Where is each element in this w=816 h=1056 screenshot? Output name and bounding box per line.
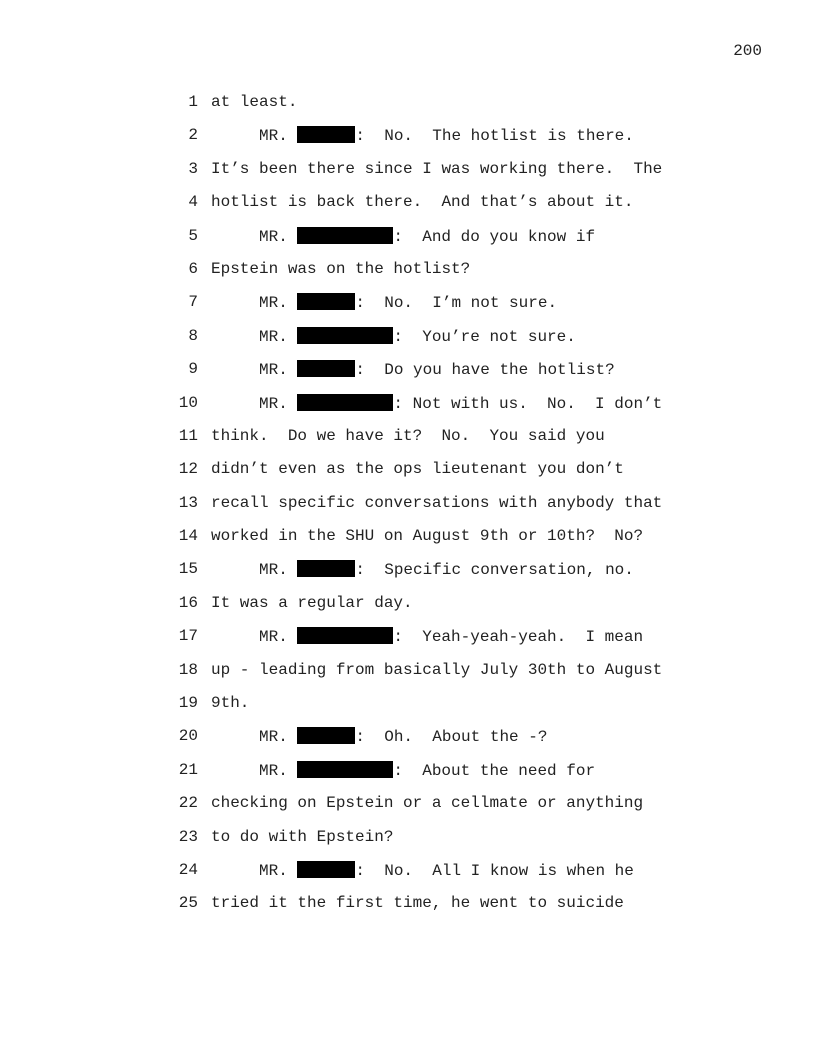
- line-text-segment: MR.: [211, 294, 298, 313]
- line-number: 12: [178, 460, 198, 479]
- line-number: 24: [178, 860, 198, 879]
- redaction-box: [297, 327, 393, 344]
- line-text: [211, 126, 634, 145]
- transcript-line: [0, 627, 816, 660]
- line-text-segment: : Do you have the hotlist?: [355, 361, 615, 380]
- transcript-line: [0, 594, 816, 627]
- line-text: [211, 394, 662, 413]
- page-number: 200: [733, 42, 762, 60]
- line-number: 20: [178, 727, 198, 746]
- redaction-box: [297, 360, 355, 377]
- line-text: [211, 193, 633, 211]
- line-text-segment: : No. The hotlist is there.: [355, 127, 634, 146]
- transcript-line: [0, 861, 816, 894]
- line-text-segment: : You’re not sure.: [393, 327, 576, 346]
- line-number: 18: [178, 660, 198, 679]
- line-number: 2: [188, 126, 198, 145]
- line-number: 19: [178, 694, 198, 713]
- transcript-line: [0, 360, 816, 393]
- transcript-line: [0, 227, 816, 260]
- redaction-box: [297, 394, 393, 411]
- transcript-line: [0, 160, 816, 193]
- line-text: [211, 761, 595, 780]
- line-text-segment: up - leading from basically July 30th to August: [211, 660, 663, 679]
- transcript-line: [0, 761, 816, 794]
- line-text-segment: at least.: [211, 93, 298, 111]
- line-number: 25: [178, 894, 198, 913]
- transcript-line: [0, 527, 816, 560]
- line-text-segment: MR.: [211, 394, 298, 413]
- line-text: [211, 727, 547, 746]
- line-text-segment: MR.: [211, 861, 298, 880]
- line-text-segment: It was a regular day.: [211, 593, 413, 612]
- line-text-segment: tried it the first time, he went to suicide: [211, 894, 624, 913]
- transcript-line: [0, 293, 816, 326]
- line-text-segment: MR.: [211, 127, 298, 146]
- line-number: 3: [188, 159, 198, 178]
- line-number: 10: [178, 393, 198, 412]
- line-number: 13: [178, 493, 198, 512]
- line-text-segment: : About the need for: [393, 761, 596, 780]
- line-text: [211, 160, 662, 178]
- transcript-line: [0, 727, 816, 760]
- line-text: [211, 627, 643, 646]
- redaction-box: [297, 627, 393, 644]
- line-text-segment: : Yeah-yeah-yeah. I mean: [393, 628, 644, 647]
- line-text: [211, 494, 662, 512]
- line-number: 9: [188, 360, 198, 379]
- line-text-segment: hotlist is back there. And that’s about it.: [211, 193, 634, 212]
- transcript-line: [0, 661, 816, 694]
- line-text: [211, 460, 624, 478]
- line-text-segment: MR.: [211, 327, 298, 346]
- line-text: [211, 894, 624, 912]
- transcript-line: [0, 394, 816, 427]
- transcript-line: [0, 828, 816, 861]
- transcript-body: [0, 93, 816, 928]
- line-text-segment: : Specific conversation, no.: [355, 561, 634, 580]
- redaction-box: [297, 861, 355, 878]
- line-number: 7: [188, 293, 198, 312]
- line-number: 4: [188, 193, 198, 212]
- redaction-box: [297, 293, 355, 310]
- line-text-segment: 9th.: [211, 694, 250, 713]
- line-text-segment: didn’t even as the ops lieutenant you don’t: [211, 460, 624, 479]
- line-number: 11: [178, 426, 198, 445]
- line-text: [211, 527, 643, 545]
- line-text: [211, 360, 615, 379]
- line-text: [211, 93, 297, 111]
- line-text: [211, 427, 605, 445]
- transcript-line: [0, 193, 816, 226]
- line-text-segment: MR.: [211, 728, 298, 747]
- line-number: 14: [178, 527, 198, 546]
- transcript-line: [0, 694, 816, 727]
- line-text-segment: to do with Epstein?: [211, 827, 394, 846]
- transcript-line: [0, 794, 816, 827]
- line-text: [211, 661, 662, 679]
- line-text: [211, 861, 634, 880]
- line-number: 6: [188, 259, 198, 278]
- line-text: [211, 227, 595, 246]
- line-number: 21: [178, 760, 198, 779]
- line-text: [211, 828, 393, 846]
- line-text: [211, 594, 413, 612]
- redaction-box: [297, 560, 355, 577]
- line-text: [211, 794, 643, 812]
- line-number: 17: [178, 627, 198, 646]
- line-text-segment: : No. I’m not sure.: [355, 294, 558, 313]
- line-text-segment: checking on Epstein or a cellmate or anything: [211, 794, 644, 813]
- line-text-segment: : Not with us. No. I don’t: [393, 394, 663, 413]
- line-text: [211, 260, 470, 278]
- redaction-box: [297, 761, 393, 778]
- line-text-segment: : Oh. About the -?: [355, 728, 548, 747]
- line-number: 15: [178, 560, 198, 579]
- transcript-line: [0, 126, 816, 159]
- transcript-line: [0, 427, 816, 460]
- line-text-segment: : And do you know if: [393, 227, 596, 246]
- line-text-segment: MR.: [211, 761, 298, 780]
- line-text-segment: MR.: [211, 561, 298, 580]
- line-text: [211, 694, 249, 712]
- line-number: 16: [178, 593, 198, 612]
- line-text-segment: Epstein was on the hotlist?: [211, 259, 471, 278]
- transcript-line: [0, 494, 816, 527]
- line-number: 5: [188, 226, 198, 245]
- transcript-line: [0, 560, 816, 593]
- transcript-line: [0, 260, 816, 293]
- line-number: 23: [178, 827, 198, 846]
- line-text: [211, 293, 557, 312]
- redaction-box: [297, 727, 355, 744]
- redaction-box: [297, 126, 355, 143]
- redaction-box: [297, 227, 393, 244]
- line-text: [211, 560, 634, 579]
- line-text-segment: It’s been there since I was working there. The: [211, 159, 663, 178]
- line-text-segment: worked in the SHU on August 9th or 10th? No?: [211, 527, 644, 546]
- line-number: 22: [178, 794, 198, 813]
- line-text-segment: MR.: [211, 227, 298, 246]
- line-text-segment: : No. All I know is when he: [355, 861, 634, 880]
- line-text-segment: MR.: [211, 628, 298, 647]
- line-text-segment: MR.: [211, 361, 298, 380]
- transcript-line: [0, 460, 816, 493]
- line-number: 8: [188, 326, 198, 345]
- line-text-segment: recall specific conversations with anybody that: [211, 493, 663, 512]
- line-number: 1: [188, 93, 198, 111]
- transcript-line: [0, 93, 816, 126]
- line-text-segment: think. Do we have it? No. You said you: [211, 426, 605, 445]
- transcript-line: [0, 894, 816, 927]
- transcript-line: [0, 327, 816, 360]
- line-text: [211, 327, 576, 346]
